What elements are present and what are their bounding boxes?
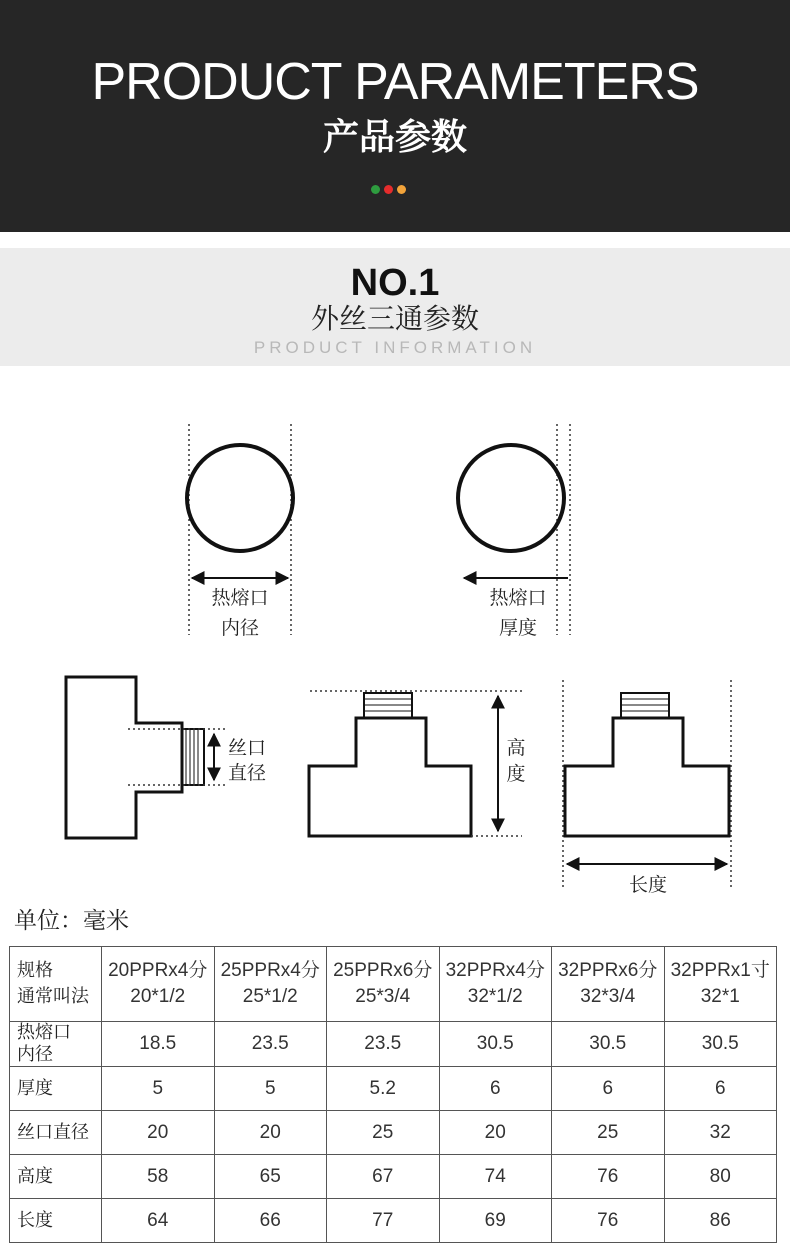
table-cell: 58 (102, 1155, 215, 1199)
table-cell: 5.2 (327, 1067, 440, 1111)
thickness-label-2: 厚度 (498, 617, 538, 639)
banner-subtitle: 产品参数 (322, 117, 467, 158)
table-cell: 64 (102, 1199, 215, 1243)
column-common: 32*3/4 (580, 986, 636, 1007)
section-title: 外丝三通参数 (310, 302, 479, 335)
thread-diameter-label-1: 丝口 (227, 737, 267, 759)
table-cell: 20 (439, 1111, 552, 1155)
header-label-common: 通常叫法 (17, 986, 89, 1007)
unit-label: 单位：毫米 (14, 908, 129, 934)
thickness-figure (458, 424, 570, 639)
table-cell: 20 (102, 1111, 215, 1155)
table-cell: 25 (327, 1111, 440, 1155)
length-figure (563, 680, 731, 895)
table-cell: 76 (552, 1199, 665, 1243)
row-label: 丝口直径 (10, 1111, 102, 1155)
thread-diameter-figure (66, 677, 266, 838)
table-cell: 30.5 (664, 1022, 777, 1067)
table-cell: 18.5 (102, 1022, 215, 1067)
height-label-1: 高 (506, 737, 526, 759)
orange-dot (397, 185, 406, 194)
table-cell: 30.5 (439, 1022, 552, 1067)
row-label (10, 1022, 102, 1067)
green-dot (371, 185, 380, 194)
header-banner (0, 0, 790, 232)
column-common: 32*1/2 (467, 986, 523, 1007)
row-label: 厚度 (10, 1067, 102, 1111)
inner-diameter-label-2: 内径 (220, 617, 260, 639)
column-common: 25*3/4 (355, 986, 411, 1007)
table-header-row (10, 947, 777, 1022)
column-spec: 32PPRx4分 (445, 960, 545, 981)
dimension-diagram (0, 380, 790, 895)
inner-diameter-label-1: 热熔口 (211, 587, 269, 609)
column-common: 32*1 (700, 986, 740, 1007)
row-label-line-2: 内径 (17, 1044, 53, 1065)
table-cell: 65 (214, 1155, 327, 1199)
table-cell: 5 (102, 1067, 215, 1111)
thickness-label-1: 热熔口 (489, 587, 547, 609)
table-cell: 77 (327, 1199, 440, 1243)
banner-title: PRODUCT PARAMETERS (91, 53, 699, 111)
column-header (102, 947, 215, 1022)
table-cell: 66 (214, 1199, 327, 1243)
header-label-spec: 规格 (17, 960, 53, 981)
height-figure (309, 691, 526, 836)
column-spec: 20PPRx4分 (108, 960, 208, 981)
column-spec: 25PPRx4分 (220, 960, 320, 981)
spec-table (9, 946, 777, 1243)
table-cell: 30.5 (552, 1022, 665, 1067)
table-cell: 6 (664, 1067, 777, 1111)
column-header (327, 947, 440, 1022)
column-common: 20*1/2 (130, 986, 186, 1007)
table-cell: 86 (664, 1199, 777, 1243)
table-row (10, 1067, 777, 1111)
height-label-2: 度 (506, 763, 526, 785)
table-cell: 20 (214, 1111, 327, 1155)
column-spec: 25PPRx6分 (333, 960, 433, 981)
column-spec: 32PPRx1寸 (670, 960, 770, 981)
section-subtitle-en: PRODUCT INFORMATION (253, 338, 537, 357)
table-row (10, 1199, 777, 1243)
header-cell (10, 947, 102, 1022)
table-cell: 80 (664, 1155, 777, 1199)
section-number: NO.1 (350, 262, 440, 304)
table-cell: 67 (327, 1155, 440, 1199)
red-dot (384, 185, 393, 194)
table-cell: 6 (552, 1067, 665, 1111)
decorative-dots (371, 179, 410, 189)
table-cell: 5 (214, 1067, 327, 1111)
table-cell: 6 (439, 1067, 552, 1111)
column-header (214, 947, 327, 1022)
table-cell: 69 (439, 1199, 552, 1243)
section-header (0, 248, 790, 366)
column-spec: 32PPRx6分 (558, 960, 658, 981)
column-header (439, 947, 552, 1022)
row-label: 长度 (10, 1199, 102, 1243)
inner-diameter-figure (187, 424, 293, 639)
table-cell: 76 (552, 1155, 665, 1199)
table-cell: 23.5 (327, 1022, 440, 1067)
column-common: 25*1/2 (242, 986, 298, 1007)
table-row (10, 1155, 777, 1199)
table-cell: 25 (552, 1111, 665, 1155)
column-header (664, 947, 777, 1022)
length-label: 长度 (628, 874, 668, 895)
thread-diameter-label-2: 直径 (227, 762, 267, 784)
column-header (552, 947, 665, 1022)
table-cell: 23.5 (214, 1022, 327, 1067)
table-cell: 74 (439, 1155, 552, 1199)
row-label: 高度 (10, 1155, 102, 1199)
row-label-line-1: 热熔口 (17, 1022, 71, 1043)
table-row (10, 1022, 777, 1067)
table-cell: 32 (664, 1111, 777, 1155)
table-row (10, 1111, 777, 1155)
